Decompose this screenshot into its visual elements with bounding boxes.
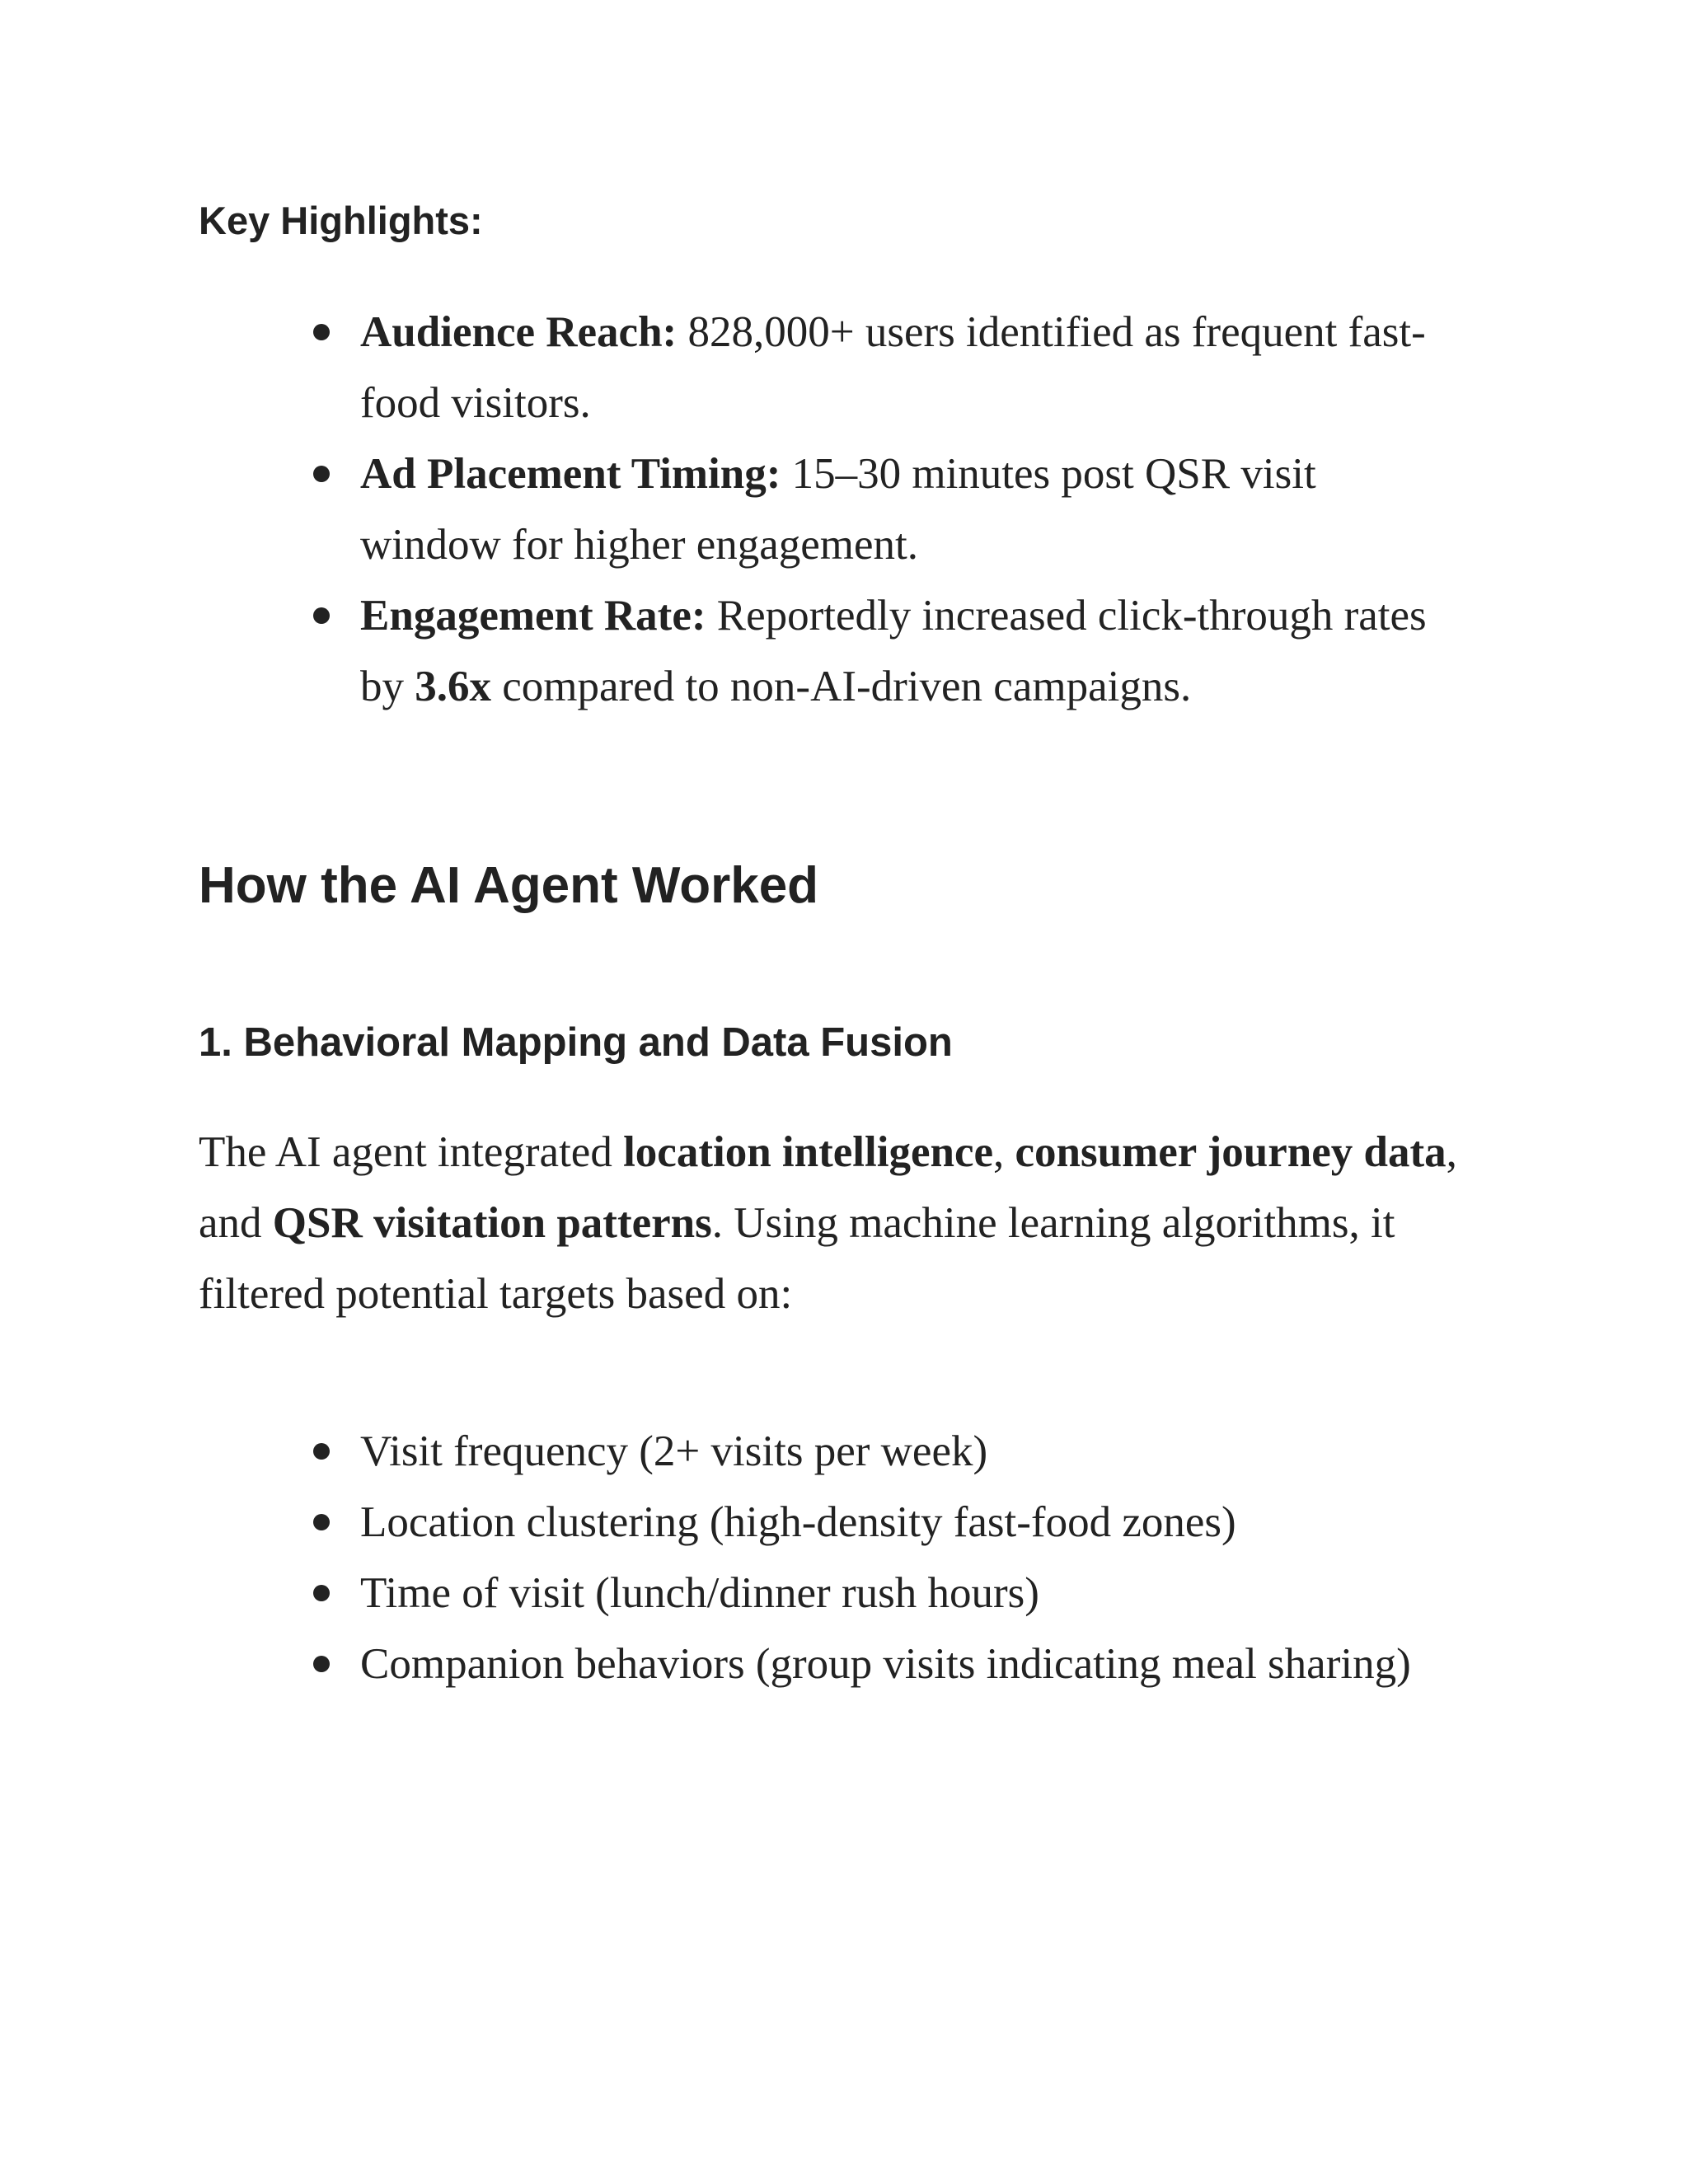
list-item	[0, 297, 1452, 438]
criteria-list	[0, 1416, 1452, 1699]
paragraph-bold: consumer journey data	[1015, 1128, 1447, 1176]
highlight-label: Audience Reach:	[360, 308, 678, 356]
key-highlights-heading: Key Highlights:	[199, 199, 483, 242]
highlight-label: Ad Placement Timing:	[360, 450, 781, 498]
list-item	[0, 438, 1452, 580]
list-item	[0, 1558, 1452, 1629]
subsection-heading: 1. Behavioral Mapping and Data Fusion	[199, 1020, 953, 1065]
paragraph-text: , and	[199, 1128, 1457, 1247]
list-item	[0, 1629, 1452, 1699]
bullet-icon	[313, 1514, 330, 1530]
paragraph-bold: QSR visitation patterns	[272, 1199, 712, 1247]
paragraph-text: ,	[993, 1128, 1015, 1176]
bullet-icon	[313, 324, 330, 340]
highlight-bold-value: 3.6x	[415, 663, 491, 710]
paragraph-text: The AI agent integrated	[199, 1128, 624, 1176]
bullet-icon	[313, 1656, 330, 1672]
paragraph-text: . Using machine learning algorithms, it filtered potential targets based on:	[199, 1199, 1395, 1318]
highlight-text: 15–30 minutes post QSR visit window for higher engagement.	[360, 450, 1316, 569]
highlight-text-end: compared to non-AI-driven campaigns.	[491, 663, 1192, 710]
list-item	[0, 1416, 1452, 1487]
highlight-label: Engagement Rate:	[360, 592, 706, 640]
list-item	[0, 580, 1452, 722]
criteria-text: Companion behaviors (group visits indicating meal sharing)	[360, 1640, 1411, 1688]
bullet-icon	[313, 607, 330, 624]
body-paragraph	[199, 1117, 1501, 1329]
highlight-text: 828,000+ users identified as frequent fast-food visitors.	[360, 308, 1426, 427]
section-heading: How the AI Agent Worked	[199, 857, 819, 914]
criteria-text: Location clustering (high-density fast-food zones)	[360, 1498, 1236, 1546]
bullet-icon	[313, 1585, 330, 1601]
key-highlights-list	[0, 297, 1452, 722]
bullet-icon	[313, 466, 330, 482]
list-item	[0, 1487, 1452, 1558]
bullet-icon	[313, 1443, 330, 1460]
highlight-text: Reportedly increased click-through rates by	[360, 592, 1427, 710]
criteria-text: Visit frequency (2+ visits per week)	[360, 1427, 988, 1475]
paragraph-bold: location intelligence	[623, 1128, 994, 1176]
criteria-text: Time of visit (lunch/dinner rush hours)	[360, 1569, 1039, 1617]
